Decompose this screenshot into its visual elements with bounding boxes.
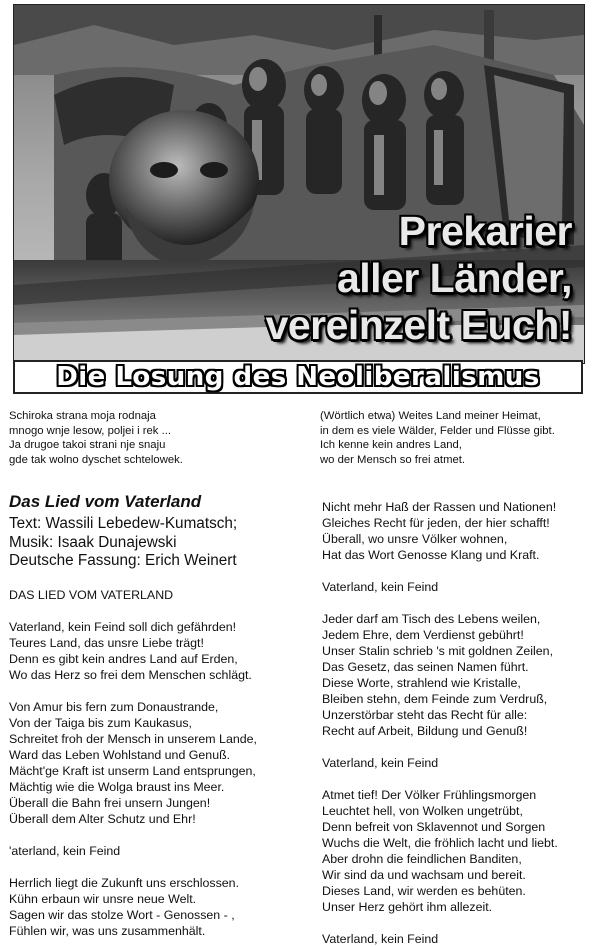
credit-line: Musik: Isaak Dunajewski [9,533,177,551]
lyric-line: Unser Herz gehört ihm allezeit. [322,900,493,914]
song-credits [9,515,237,571]
lyric-line: Jeder darf am Tisch des Lebens weilen, [322,612,541,626]
lyric-line: Überall die Bahn frei unsern Jungen! [9,796,211,810]
slogan-line: vereinzelt Euch! [265,302,572,348]
lyric-line: Das Gesetz, das seinen Namen führt. [322,660,529,674]
translation-line: wo der Mensch so frei atmet. [320,453,466,466]
lyric-line: Unser Stalin schrieb 's mit goldnen Zeilen, [322,644,554,658]
lyric-line [322,915,558,931]
lyric-line: Vaterland, kein Feind soll dich gefährden! [9,620,237,634]
lyric-line: 'aterland, kein Feind [9,844,121,858]
german-translation [320,409,555,467]
lyric-line [9,683,257,699]
lyric-line: Recht auf Arbeit, Bildung und Genuß! [322,724,528,738]
lyric-line: DAS LIED VOM VATERLAND [9,588,174,602]
lyric-line: Wo das Herz so frei dem Menschen schlägt. [9,668,252,682]
translation-line: in dem es viele Wälder, Felder und Flüsse gibt. [320,424,555,437]
lyric-line: Nicht mehr Haß der Rassen und Nationen! [322,500,557,514]
lyric-line: Mächt'ge Kraft ist unserm Land entsprungen, [9,764,256,778]
lyric-line: Von der Taiga bis zum Kaukasus, [9,716,192,730]
lyric-line: Mächtig wie die Wolga braust ins Meer. [9,780,225,794]
lyric-line: Aber drohn die feindlichen Banditen, [322,852,522,866]
poster [10,0,588,398]
lyric-line: Herrlich liegt die Zukunft uns erschlossen. [9,876,240,890]
lyric-line: Leuchtet hell, von Wolken ungetrübt, [322,804,523,818]
translation-line: (Wörtlich etwa) Weites Land meiner Heimat, [320,410,541,422]
slogan-text [266,208,572,349]
lyric-line: Denn befreit von Sklavennot und Sorgen [322,820,546,834]
transliteration-line: gde tak wolno dyschet schtelowek. [9,453,183,466]
lyric-line: Dieses Land, wir werden es behüten. [322,884,526,898]
russian-transliteration [9,409,183,467]
lyric-line: Hat das Wort Genosse Klang und Kraft. [322,548,540,562]
lyric-line: Fühlen wir, was uns zusammenhält. [9,924,206,938]
lyric-line: Ward das Leben Wohlstand und Genuß. [9,748,231,762]
lyric-line: Unzerstörbar steht das Recht für alle: [322,708,528,722]
lyric-line: Vaterland, kein Feind [322,932,439,946]
song-title: Das Lied vom Vaterland [9,492,202,511]
lyric-line: Vaterland, kein Feind [322,756,439,770]
lyric-line [9,603,257,619]
banner-bar [13,360,583,394]
lyric-line: Diese Worte, strahlend wie Kristalle, [322,676,521,690]
lyric-line: Bleiben stehn, dem Feinde zum Verdruß, [322,692,548,706]
lyrics-left-column [9,587,257,939]
lyric-line: Denn es gibt kein andres Land auf Erden, [9,652,238,666]
lyric-line [322,563,558,579]
lyric-line: Wuchs die Welt, die fröhlich lacht und liebt. [322,836,558,850]
lyric-line: Wir sind da und wachsam und bereit. [322,868,526,882]
banner-text: Die Losung des Neoliberalismus [56,362,540,392]
lyric-line: Jedem Ehre, dem Verdienst gebührt! [322,628,524,642]
transliteration-line: Ja drugoe takoi strani nje snaju [9,439,166,451]
lyric-line: Überall dem Alter Schutz und Ehr! [9,812,196,826]
lyric-line: Gleiches Recht für jeden, der hier schafft! [322,516,550,530]
lyric-line: Kühn erbaun wir unsre neue Welt. [9,892,197,906]
slogan-line: Prekarier [398,208,572,254]
slogan-line: aller Länder, [336,255,572,301]
lyric-line: Überall, wo unsre Völker wohnen, [322,532,508,546]
lyrics-right-column [322,499,558,947]
credit-line: Deutsche Fassung: Erich Weinert [9,552,237,569]
lyric-line: Atmet tief! Der Völker Frühlingsmorgen [322,788,537,802]
lyric-line [322,595,558,611]
transliteration-line: mnogo wnje lesow, poljei i rek ... [9,424,172,437]
lyric-line [9,827,257,843]
lyric-line: Teures Land, das unsre Liebe trägt! [9,636,204,650]
credit-line: Text: Wassili Lebedew-Kumatsch; [9,515,238,532]
lyric-line: Schreitet froh der Mensch in unserem Lande, [9,732,257,746]
transliteration-line: Schiroka strana moja rodnaja [9,410,156,422]
lyric-line [322,771,558,787]
lyric-line: Sagen wir das stolze Wort - Genossen - , [9,908,235,922]
lyric-line: Von Amur bis fern zum Donaustrande, [9,700,219,714]
lyric-line [9,859,257,875]
lyric-line [322,739,558,755]
translation-line: Ich kenne kein andres Land, [320,439,462,451]
lyric-line: Vaterland, kein Feind [322,580,439,594]
